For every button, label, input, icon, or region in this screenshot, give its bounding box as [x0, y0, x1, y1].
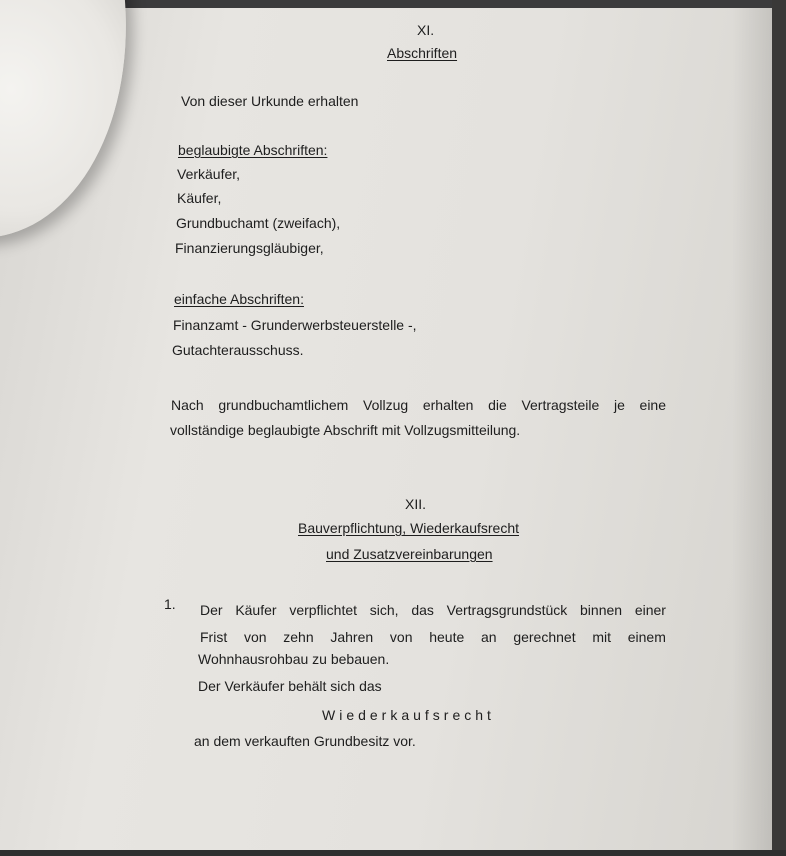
- item-line1: Der Käufer verpflichtet sich, das Vertragsgrundstück binnen einer: [200, 602, 666, 618]
- closing-paragraph-line1: Nach grundbuchamtlichem Vollzug erhalten die Vertragsteile je eine: [171, 397, 666, 413]
- certified-item: Grundbuchamt (zweifach),: [176, 215, 341, 231]
- certified-item: Verkäufer,: [177, 166, 241, 182]
- section-xii-heading-line1: Bauverpflichtung, Wiederkaufsrecht: [298, 520, 519, 536]
- certified-item: Finanzierungsgläubiger,: [175, 240, 324, 256]
- page-shadow: [732, 8, 772, 852]
- simple-item: Finanzamt - Grunderwerbsteuerstelle -,: [173, 317, 417, 333]
- item-line5: an dem verkauften Grundbesitz vor.: [194, 733, 416, 749]
- certified-item: Käufer,: [177, 190, 222, 206]
- item-line4: Der Verkäufer behält sich das: [198, 678, 382, 694]
- section-xii-heading-line2: und Zusatzvereinbarungen: [326, 546, 493, 562]
- item-number: 1.: [164, 596, 176, 612]
- section-xii-number: XII.: [405, 496, 427, 512]
- photo-bottom-edge: [0, 850, 786, 856]
- photo-right-edge: [772, 0, 786, 856]
- section-xi-heading: Abschriften: [387, 45, 458, 61]
- item-line2: Frist von zehn Jahren von heute an gerechnet mit einem: [200, 629, 666, 645]
- item-emphasis-spaced: Wiederkaufsrecht: [322, 707, 495, 723]
- simple-copies-label: einfache Abschriften:: [174, 291, 304, 307]
- closing-paragraph-line2: vollständige beglaubigte Abschrift mit Vollzugsmitteilung.: [170, 422, 521, 438]
- simple-item: Gutachterausschuss.: [172, 342, 304, 358]
- section-xi-intro: Von dieser Urkunde erhalten: [181, 93, 359, 109]
- document-page: [0, 8, 772, 852]
- section-xi-number: XI.: [417, 22, 435, 38]
- item-line3: Wohnhausrohbau zu bebauen.: [198, 651, 390, 667]
- certified-copies-label: beglaubigte Abschriften:: [178, 142, 328, 158]
- curled-page-corner: [0, 0, 156, 239]
